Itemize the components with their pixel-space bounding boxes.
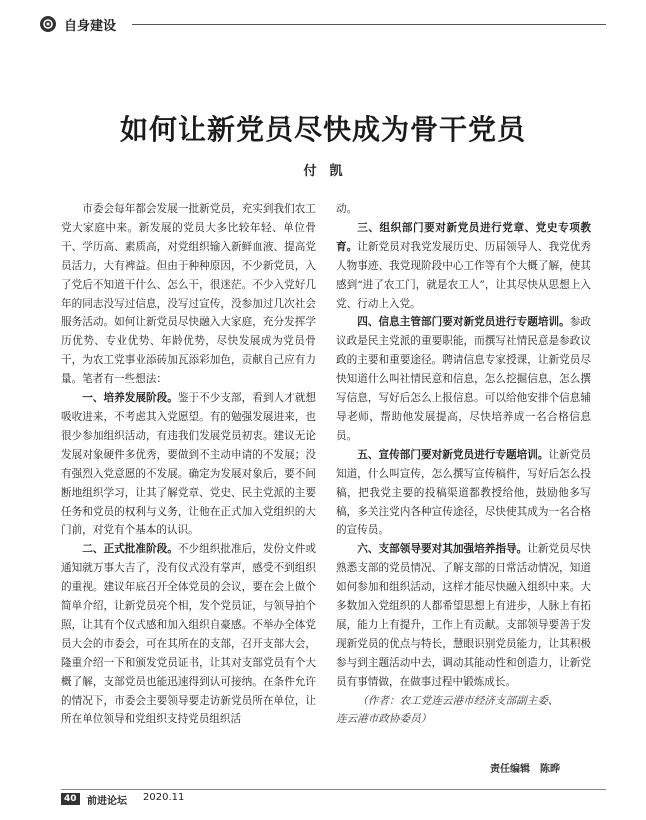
section-6-heading: 六、支部领导要对其加强培养指导。 [357,543,528,556]
section-5-heading: 五、宣传部门要对新党员进行专题培训。 [357,448,549,461]
article-author: 付 凯 [303,164,343,179]
left-column [61,200,316,775]
footer-rule [61,789,606,790]
section-1 [61,389,316,540]
article-title: 如何让新党员尽快成为骨干党员 [119,113,526,146]
issue-number: 2020.11 [143,792,185,803]
section-3 [336,219,591,314]
section-3-heading: 三、组织部门要对新党员进行党章、党史专项教育。 [336,221,591,253]
section-2-heading: 二、正式批准阶段。 [82,543,178,556]
section-3-body: 让新党员对我党发展历史、历届领导人、我党优秀人物事迹、我党现阶段中心工作等有个大概了解，使其感到“进了农工门，就是农工人”，让其尽快从思想上入党、行动上入党。 [336,240,591,310]
continuation-text: 动。 [336,203,358,215]
header-rule [132,24,606,25]
section-1-body: 鉴于不少支部，看到人才就想吸收进来，不考虑其入党愿望。有的勉强发展进来，也很少参加组织活动，有违我们发展党员初衷。建议无论发展对象硬件多优秀，要做到不主动申请的不发展；没有强烈入党意愿的不发展。确定为发展对象后，要不间断地组织学习，让其了解党章、党史、民主党派的主要任务和党员的权利与义务，让他在正式加入党组织的大门前，对党有个基本的认识。 [61,392,316,537]
section-5 [336,446,591,541]
magazine-name: 前进论坛 [87,796,127,807]
section-5-body: 让新党员知道，什么叫宣传，怎么撰写宣传稿件，写好后怎么投稿，把我党主要的投稿渠道都教授给他，鼓励他多写稿，多关注党内各种宣传途径，尽快使其成为一名合格的宣传员。 [336,448,591,537]
author-note-line2: 连云港市政协委员） [336,713,432,726]
intro-paragraph: 市委会每年都会发展一批新党员，充实到我们农工党大家庭中来。新发展的党员大多比较年轻、单位骨干、学历高、素质高，对党组织输入新鲜血液、提高党员活力，大有裨益。但由于种种原因，不少新党员，入了党后不知道干什么、怎么干，很迷茫。不少入党好几年的同志没写过信息，没写过宣传，没参加过几次社会服务活动。如何让新党员尽快融入大家庭，充分发挥学历优势、专业优势、年龄优势，尽快发展成为党员骨干，为农工党事业添砖加瓦添彩加色，贡献自己应有力量。笔者有一些想法： [61,203,316,386]
section-6-body: 让新党员尽快熟悉支部的党员情况、了解支部的日常活动情况，知道如何参加和组织活动，这样才能尽快融入组织中来。大多数加入党组织的人都希望思想上有进步，人脉上有拓展，能力上有提升，工作上有贡献。支部领导要善于发现新党员的优点与特长，慧眼识别党员能力，让其积极参与到主题活动中去，调动其能动性和创造力，让新党员有事情做，在做事过程中锻炼成长。 [336,543,591,688]
page-number: 40 [61,793,80,805]
section-6 [336,540,591,691]
section-2-body: 不少组织批准后，发份文件或通知就万事大吉了，没有仪式没有掌声，感受不到组织的重视。建议年底召开全体党员的会议，要在会上做个简单介绍，让新党员亮个相，发个党员证，与领导拍个照，让其有个仪式感和加入组织自豪感。不举办全体党员大会的市委会，可在其所在的支部，召开支部大会，隆重介绍一下和颁发党员证书，让其对支部党员有个大概了解，支部党员也能迅速得到认可接纳。在条件允许的情况下，市委会主要领导要走访新党员所在单位，让所在单位领导和党组织支持党员组织活 [61,543,316,726]
magazine-logo-icon [40,16,56,32]
responsible-editor: 责任编辑 陈晔 [490,764,560,775]
section-4-body: 参政议政是民主党派的重要职能，而撰写社情民意是参政议政的主要和重要途径。聘请信息专家授课，让新党员尽快知道什么叫社情民意和信息，怎么挖掘信息，怎么撰写信息，写好后怎么上报信息。可以给他安排个信息辅导老师，帮助他发展提高，尽快培养成一名合格信息员。 [336,316,591,442]
section-2 [61,540,316,729]
section-header [40,14,606,36]
section-4 [336,313,591,445]
right-column [336,200,591,775]
author-note: （作者：农工党连云港市经济支部副主委、 [357,694,559,707]
section-title: 自身建设 [64,19,117,34]
page-footer [61,792,606,806]
section-4-heading: 四、信息主管部门要对新党员进行专题培训。 [357,316,570,329]
section-1-heading: 一、培养发展阶段。 [82,392,178,405]
